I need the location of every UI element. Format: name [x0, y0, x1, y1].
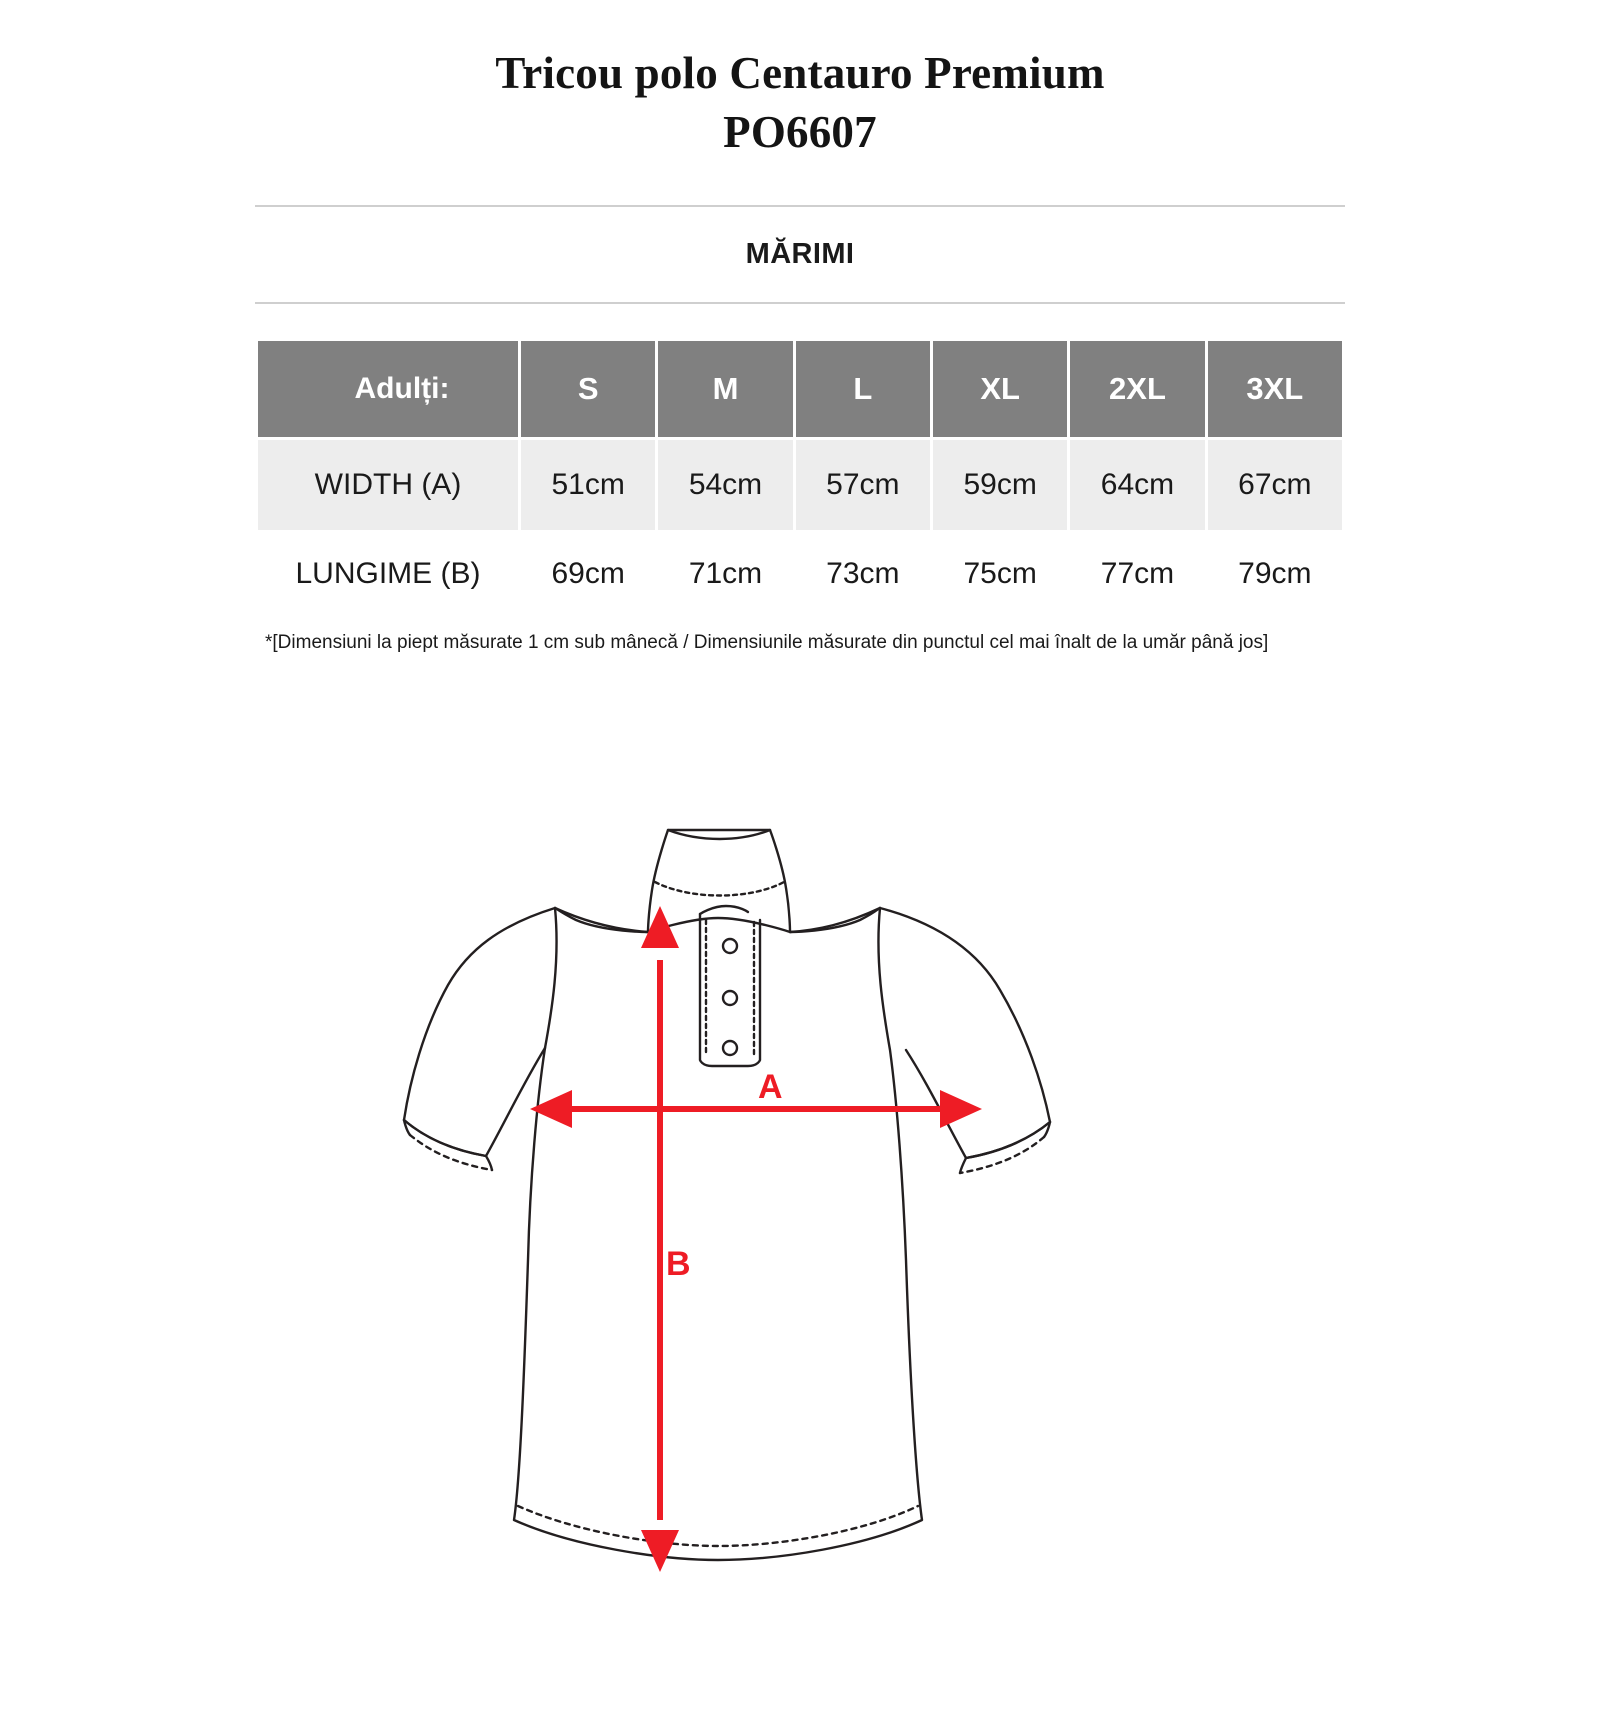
row-label-length: LUNGIME (B)	[257, 531, 520, 616]
button-middle	[723, 991, 737, 1005]
cell-length-l: 73cm	[794, 531, 931, 616]
table-header-size-l: L	[794, 339, 931, 438]
table-header-size-2xl: 2XL	[1069, 339, 1206, 438]
table-header-size-3xl: 3XL	[1206, 339, 1343, 438]
measurement-label-b: B	[666, 1245, 691, 1283]
cell-length-3xl: 79cm	[1206, 531, 1343, 616]
collar-outline	[648, 830, 790, 932]
polo-shirt-diagram	[0, 820, 1600, 1710]
cell-length-2xl: 77cm	[1069, 531, 1206, 616]
collar-inner-stitch	[655, 882, 784, 896]
cell-length-s: 69cm	[520, 531, 657, 616]
table-row	[257, 531, 1344, 616]
collar-left-join	[555, 908, 648, 932]
table-header-adults: Adulți:	[257, 339, 520, 438]
left-sleeve-outline	[404, 908, 555, 1156]
shirt-body-outline	[514, 908, 922, 1560]
table-footnote: *[Dimensiuni la piept măsurate 1 cm sub mânecă / Dimensiunile măsurate din punctul cel mai înalt de la umăr până jos]	[265, 631, 1269, 653]
size-table	[255, 338, 1345, 618]
collar-top-edge	[668, 830, 770, 839]
cell-width-l: 57cm	[794, 438, 931, 531]
cell-length-xl: 75cm	[931, 531, 1068, 616]
cell-width-s: 51cm	[520, 438, 657, 531]
arrow-b-head-top	[641, 906, 679, 948]
table-row	[257, 438, 1344, 531]
table-header-size-xl: XL	[931, 339, 1068, 438]
button-bottom	[723, 1041, 737, 1055]
collar-right-join	[790, 908, 880, 932]
size-table-section-header: MĂRIMI	[255, 205, 1345, 304]
table-header-size-s: S	[520, 339, 657, 438]
right-sleeve-outline	[880, 908, 1050, 1158]
arrow-a-head-right	[940, 1090, 982, 1128]
page-title-line-2: PO6607	[723, 107, 877, 158]
polo-shirt-svg	[0, 820, 1600, 1710]
table-header-row	[257, 339, 1344, 438]
page-title-line-1: Tricou polo Centauro Premium	[495, 48, 1105, 98]
cell-width-xl: 59cm	[931, 438, 1068, 531]
bottom-hem-stitch	[518, 1506, 918, 1546]
cell-width-2xl: 64cm	[1069, 438, 1206, 531]
cell-width-3xl: 67cm	[1206, 438, 1343, 531]
page-title	[0, 0, 1600, 163]
cell-length-m: 71cm	[657, 531, 794, 616]
row-label-width: WIDTH (A)	[257, 438, 520, 531]
placket-neck-curve	[700, 906, 748, 914]
measurement-arrows	[530, 906, 982, 1572]
button-top	[723, 939, 737, 953]
cell-width-m: 54cm	[657, 438, 794, 531]
measurement-label-a: A	[758, 1068, 783, 1106]
arrow-b-head-bottom	[641, 1530, 679, 1572]
table-header-size-m: M	[657, 339, 794, 438]
size-table-section	[255, 205, 1345, 654]
